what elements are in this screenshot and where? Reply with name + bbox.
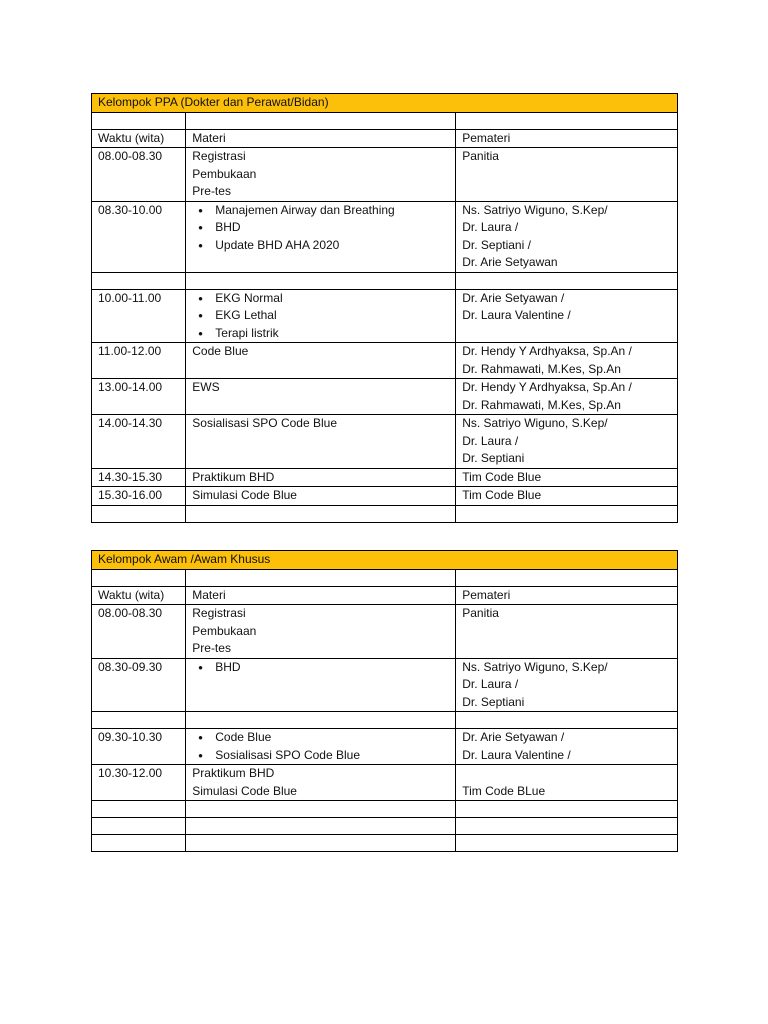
pemateri-line: Dr. Rahmawati, M.Kes, Sp.An bbox=[462, 361, 621, 376]
materi-line: Registrasi bbox=[192, 606, 246, 620]
table-row bbox=[92, 605, 678, 659]
cell-materi bbox=[186, 801, 456, 818]
table-row bbox=[92, 487, 678, 506]
cell-pemateri bbox=[456, 415, 678, 469]
materi-line: Pembukaan bbox=[192, 166, 257, 181]
materi-line: EWS bbox=[192, 380, 220, 394]
cell-pemateri bbox=[456, 379, 678, 415]
cell-pemateri bbox=[456, 658, 678, 712]
cell-materi bbox=[186, 272, 456, 289]
cell-materi bbox=[186, 148, 456, 202]
cell-materi bbox=[186, 712, 456, 729]
cell-pemateri bbox=[456, 201, 678, 272]
header-pemateri bbox=[456, 586, 678, 605]
cell-pemateri bbox=[456, 272, 678, 289]
cell-time: 08.30-09.30 bbox=[92, 658, 186, 712]
pemateri-line: Dr. Arie Setyawan / bbox=[462, 730, 565, 744]
pemateri-line: Dr. Laura / bbox=[462, 677, 519, 691]
cell-time bbox=[92, 818, 186, 835]
cell-pemateri bbox=[456, 148, 678, 202]
pemateri-line: Dr. Laura / bbox=[462, 220, 519, 234]
cell-pemateri bbox=[456, 835, 678, 852]
cell-time: 08.30-10.00 bbox=[92, 201, 186, 272]
cell-time bbox=[92, 801, 186, 818]
cell-pemateri bbox=[456, 505, 678, 522]
cell-pemateri bbox=[456, 487, 678, 506]
pemateri-line: Tim Code Blue bbox=[462, 488, 542, 502]
materi-line: Registrasi bbox=[192, 149, 246, 163]
schedule-table-ppa bbox=[91, 93, 678, 523]
cell-time bbox=[92, 112, 186, 129]
cell-pemateri bbox=[456, 605, 678, 659]
header-materi bbox=[186, 586, 456, 605]
cell-pemateri bbox=[456, 468, 678, 487]
table-row bbox=[92, 765, 678, 801]
materi-bullet-item: • Sosialisasi SPO Code Blue bbox=[192, 747, 449, 765]
materi-bullet-list bbox=[192, 290, 449, 343]
table-title: Kelompok Awam /Awam Khusus bbox=[92, 551, 678, 570]
cell-time: 10.30-12.00 bbox=[92, 765, 186, 801]
pemateri-line: Dr. Laura / bbox=[462, 433, 519, 448]
table-row bbox=[92, 148, 678, 202]
table-row bbox=[92, 835, 678, 852]
materi-line: Simulasi Code Blue bbox=[192, 783, 297, 798]
pemateri-line: Tim Code BLue bbox=[462, 783, 546, 798]
materi-line: Code Blue bbox=[192, 344, 249, 358]
table-row bbox=[92, 712, 678, 729]
table-row bbox=[92, 415, 678, 469]
header-pemateri bbox=[456, 129, 678, 148]
materi-bullet-list bbox=[192, 659, 449, 677]
materi-line: Simulasi Code Blue bbox=[192, 488, 297, 502]
cell-time bbox=[92, 505, 186, 522]
cell-materi bbox=[186, 765, 456, 801]
cell-materi bbox=[186, 343, 456, 379]
cell-materi bbox=[186, 289, 456, 343]
materi-bullet-list bbox=[192, 729, 449, 764]
cell-time: 10.00-11.00 bbox=[92, 289, 186, 343]
materi-bullet-item: • EKG Normal bbox=[192, 290, 449, 308]
header-row bbox=[92, 586, 678, 605]
materi-bullet-list bbox=[192, 202, 449, 255]
table-row bbox=[92, 818, 678, 835]
materi-bullet-item: • Manajemen Airway dan Breathing bbox=[192, 202, 449, 220]
cell-pemateri bbox=[456, 112, 678, 129]
cell-materi bbox=[186, 605, 456, 659]
cell-time: 08.00-08.30 bbox=[92, 605, 186, 659]
cell-materi bbox=[186, 487, 456, 506]
materi-bullet-item: • BHD bbox=[192, 219, 449, 237]
pemateri-line: Ns. Satriyo Wiguno, S.Kep/ bbox=[462, 659, 608, 674]
pemateri-line: Tim Code Blue bbox=[462, 469, 542, 484]
materi-bullet-item: • EKG Lethal bbox=[192, 307, 449, 325]
table-row bbox=[92, 343, 678, 379]
cell-pemateri bbox=[456, 801, 678, 818]
pemateri-line: Dr. Arie Setyawan / bbox=[462, 290, 565, 305]
materi-line: Sosialisasi SPO Code Blue bbox=[192, 416, 338, 430]
cell-pemateri bbox=[456, 818, 678, 835]
pemateri-line: Panitia bbox=[462, 606, 499, 620]
cell-materi bbox=[186, 658, 456, 712]
pemateri-line: Dr. Septiani bbox=[462, 694, 525, 709]
table-row bbox=[92, 658, 678, 712]
cell-time bbox=[92, 569, 186, 586]
materi-bullet-item: • BHD bbox=[192, 659, 449, 677]
cell-materi bbox=[186, 201, 456, 272]
cell-time: 09.30-10.30 bbox=[92, 729, 186, 765]
cell-materi bbox=[186, 505, 456, 522]
materi-line: Pembukaan bbox=[192, 623, 257, 638]
pemateri-line: Dr. Rahmawati, M.Kes, Sp.An bbox=[462, 397, 621, 412]
pemateri-line: Pemateri bbox=[462, 130, 511, 145]
header-row bbox=[92, 129, 678, 148]
pemateri-line: Ns. Satriyo Wiguno, S.Kep/ bbox=[462, 416, 608, 430]
header-waktu: Waktu (wita) bbox=[92, 586, 186, 605]
table-row bbox=[92, 505, 678, 522]
cell-time bbox=[92, 272, 186, 289]
table-row bbox=[92, 468, 678, 487]
cell-pemateri bbox=[456, 569, 678, 586]
table-row bbox=[92, 112, 678, 129]
cell-pemateri bbox=[456, 289, 678, 343]
cell-materi bbox=[186, 835, 456, 852]
table-title: Kelompok PPA (Dokter dan Perawat/Bidan) bbox=[92, 94, 678, 113]
pemateri-line: Dr. Laura Valentine / bbox=[462, 747, 571, 762]
pemateri-line: Dr. Septiani bbox=[462, 451, 525, 465]
table-row bbox=[92, 729, 678, 765]
cell-materi bbox=[186, 468, 456, 487]
cell-time: 11.00-12.00 bbox=[92, 343, 186, 379]
schedule-table-awam bbox=[91, 550, 678, 852]
cell-time: 13.00-14.00 bbox=[92, 379, 186, 415]
materi-line: Materi bbox=[192, 130, 226, 145]
pemateri-line: Dr. Septiani / bbox=[462, 237, 531, 252]
table-row bbox=[92, 272, 678, 289]
pemateri-line: Pemateri bbox=[462, 587, 511, 602]
pemateri-line bbox=[462, 765, 671, 783]
cell-materi bbox=[186, 112, 456, 129]
table-row bbox=[92, 201, 678, 272]
cell-materi bbox=[186, 818, 456, 835]
table-row bbox=[92, 801, 678, 818]
materi-bullet-item: • Update BHD AHA 2020 bbox=[192, 237, 449, 255]
materi-line: Materi bbox=[192, 587, 226, 602]
cell-materi bbox=[186, 379, 456, 415]
cell-time: 14.30-15.30 bbox=[92, 468, 186, 487]
pemateri-line: Dr. Hendy Y Ardhyaksa, Sp.An / bbox=[462, 344, 632, 358]
materi-line: Pre-tes bbox=[192, 184, 231, 198]
materi-bullet-item: • Terapi listrik bbox=[192, 325, 449, 343]
pemateri-line: Ns. Satriyo Wiguno, S.Kep/ bbox=[462, 202, 608, 217]
table-title-row bbox=[92, 551, 678, 570]
cell-time bbox=[92, 835, 186, 852]
cell-time bbox=[92, 712, 186, 729]
cell-time: 15.30-16.00 bbox=[92, 487, 186, 506]
cell-time: 08.00-08.30 bbox=[92, 148, 186, 202]
materi-line: Praktikum BHD bbox=[192, 766, 275, 780]
table-row bbox=[92, 379, 678, 415]
materi-line: Praktikum BHD bbox=[192, 469, 275, 484]
materi-line: Pre-tes bbox=[192, 641, 231, 655]
header-materi bbox=[186, 129, 456, 148]
cell-pemateri bbox=[456, 712, 678, 729]
materi-bullet-item: • Code Blue bbox=[192, 729, 449, 747]
cell-materi bbox=[186, 729, 456, 765]
pemateri-line: Panitia bbox=[462, 149, 499, 163]
cell-materi bbox=[186, 415, 456, 469]
pemateri-line: Dr. Laura Valentine / bbox=[462, 308, 571, 322]
table-title-row bbox=[92, 94, 678, 113]
pemateri-line: Dr. Hendy Y Ardhyaksa, Sp.An / bbox=[462, 380, 632, 394]
header-waktu: Waktu (wita) bbox=[92, 129, 186, 148]
table-row bbox=[92, 569, 678, 586]
cell-time: 14.00-14.30 bbox=[92, 415, 186, 469]
cell-pemateri bbox=[456, 343, 678, 379]
cell-materi bbox=[186, 569, 456, 586]
cell-pemateri bbox=[456, 765, 678, 801]
table-row bbox=[92, 289, 678, 343]
pemateri-line: Dr. Arie Setyawan bbox=[462, 255, 558, 269]
cell-pemateri bbox=[456, 729, 678, 765]
